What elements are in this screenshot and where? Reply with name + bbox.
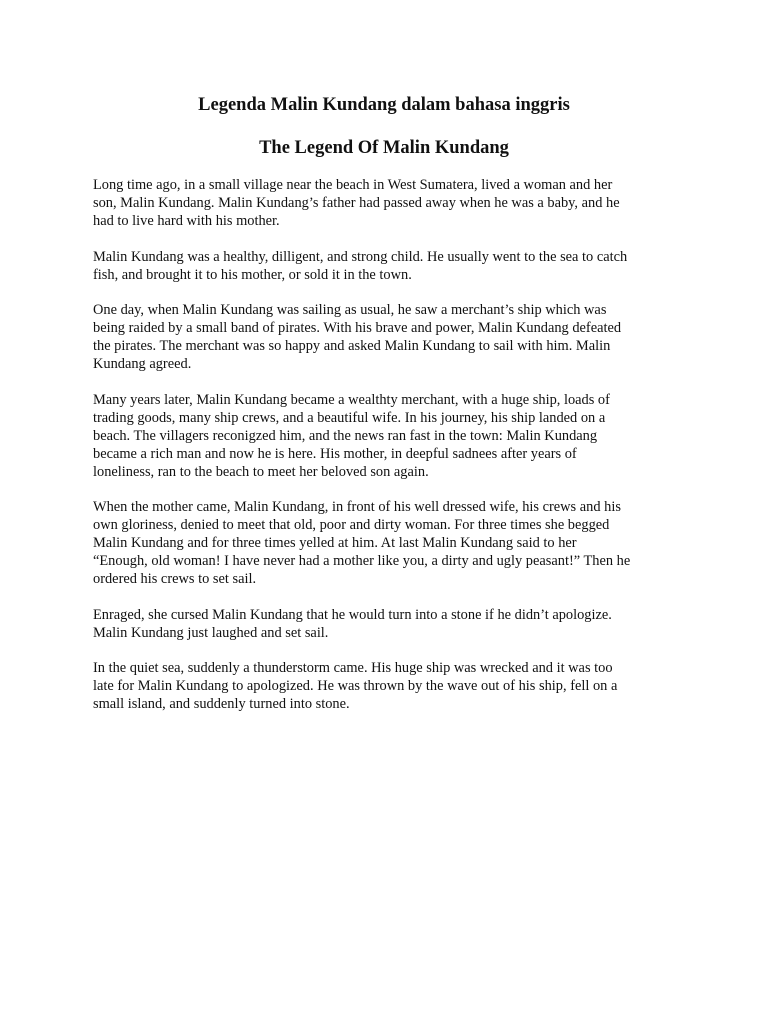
text-line: ordered his crews to set sail. bbox=[93, 571, 257, 587]
text-line: “Enough, old woman! I have never had a mother like you, a dirty and ugly peasant!” Then he bbox=[93, 553, 631, 569]
text-line: In the quiet sea, suddenly a thunderstorm came. His huge ship was wrecked and it was too bbox=[93, 660, 613, 676]
paragraph bbox=[93, 606, 683, 642]
text-line: Long time ago, in a small village near the beach in West Sumatera, lived a woman and her bbox=[93, 177, 613, 193]
text-line: trading goods, many ship crews, and a beautiful wife. In his journey, his ship landed on a bbox=[93, 409, 606, 426]
text-line: Many years later, Malin Kundang became a wealthty merchant, with a huge ship, loads of bbox=[93, 391, 610, 408]
text-line: Malin Kundang just laughed and set sail. bbox=[93, 624, 329, 641]
text-line: loneliness, ran to the beach to meet her beloved son again. bbox=[93, 463, 429, 480]
text-line: the pirates. The merchant was so happy and asked Malin Kundang to sail with him. Malin bbox=[93, 338, 611, 354]
text-line: became a rich man and now he is here. His mother, in deepful sadnees after years of bbox=[93, 445, 577, 462]
story-title: The Legend Of Malin Kundang bbox=[259, 138, 509, 158]
text-line: being raided by a small band of pirates. With his brave and power, Malin Kundang defeated bbox=[93, 320, 622, 336]
text-line: Enraged, she cursed Malin Kundang that he would turn into a stone if he didn’t apologize. bbox=[93, 606, 612, 623]
document-title: Legenda Malin Kundang dalam bahasa inggris bbox=[198, 95, 570, 115]
paragraph bbox=[93, 248, 683, 284]
text-line: When the mother came, Malin Kundang, in front of his well dressed wife, his crews and his bbox=[93, 499, 621, 515]
text-line: fish, and brought it to his mother, or sold it in the town. bbox=[93, 266, 412, 283]
text-line: own gloriness, denied to meet that old, poor and dirty woman. For three times she begged bbox=[93, 517, 610, 533]
text-line: One day, when Malin Kundang was sailing as usual, he saw a merchant’s ship which was bbox=[93, 302, 607, 318]
paragraph bbox=[93, 391, 683, 481]
text-line: Malin Kundang and for three times yelled at him. At last Malin Kundang said to her bbox=[93, 535, 577, 551]
text-line: Malin Kundang was a healthy, dilligent, and strong child. He usually went to the sea to catch bbox=[93, 248, 628, 265]
paragraph bbox=[93, 301, 683, 373]
paragraph bbox=[93, 498, 683, 588]
paragraph bbox=[93, 176, 683, 230]
text-line: beach. The villagers reconigzed him, and the news ran fast in the town: Malin Kundang bbox=[93, 427, 598, 444]
text-line: had to live hard with his mother. bbox=[93, 213, 280, 229]
text-line: small island, and suddenly turned into stone. bbox=[93, 696, 350, 712]
text-line: late for Malin Kundang to apologized. He was thrown by the wave out of his ship, fell on a bbox=[93, 678, 618, 694]
text-line: Kundang agreed. bbox=[93, 356, 192, 372]
paragraph bbox=[93, 659, 683, 713]
story-body bbox=[93, 176, 683, 731]
text-line: son, Malin Kundang. Malin Kundang’s father had passed away when he was a baby, and he bbox=[93, 195, 620, 211]
